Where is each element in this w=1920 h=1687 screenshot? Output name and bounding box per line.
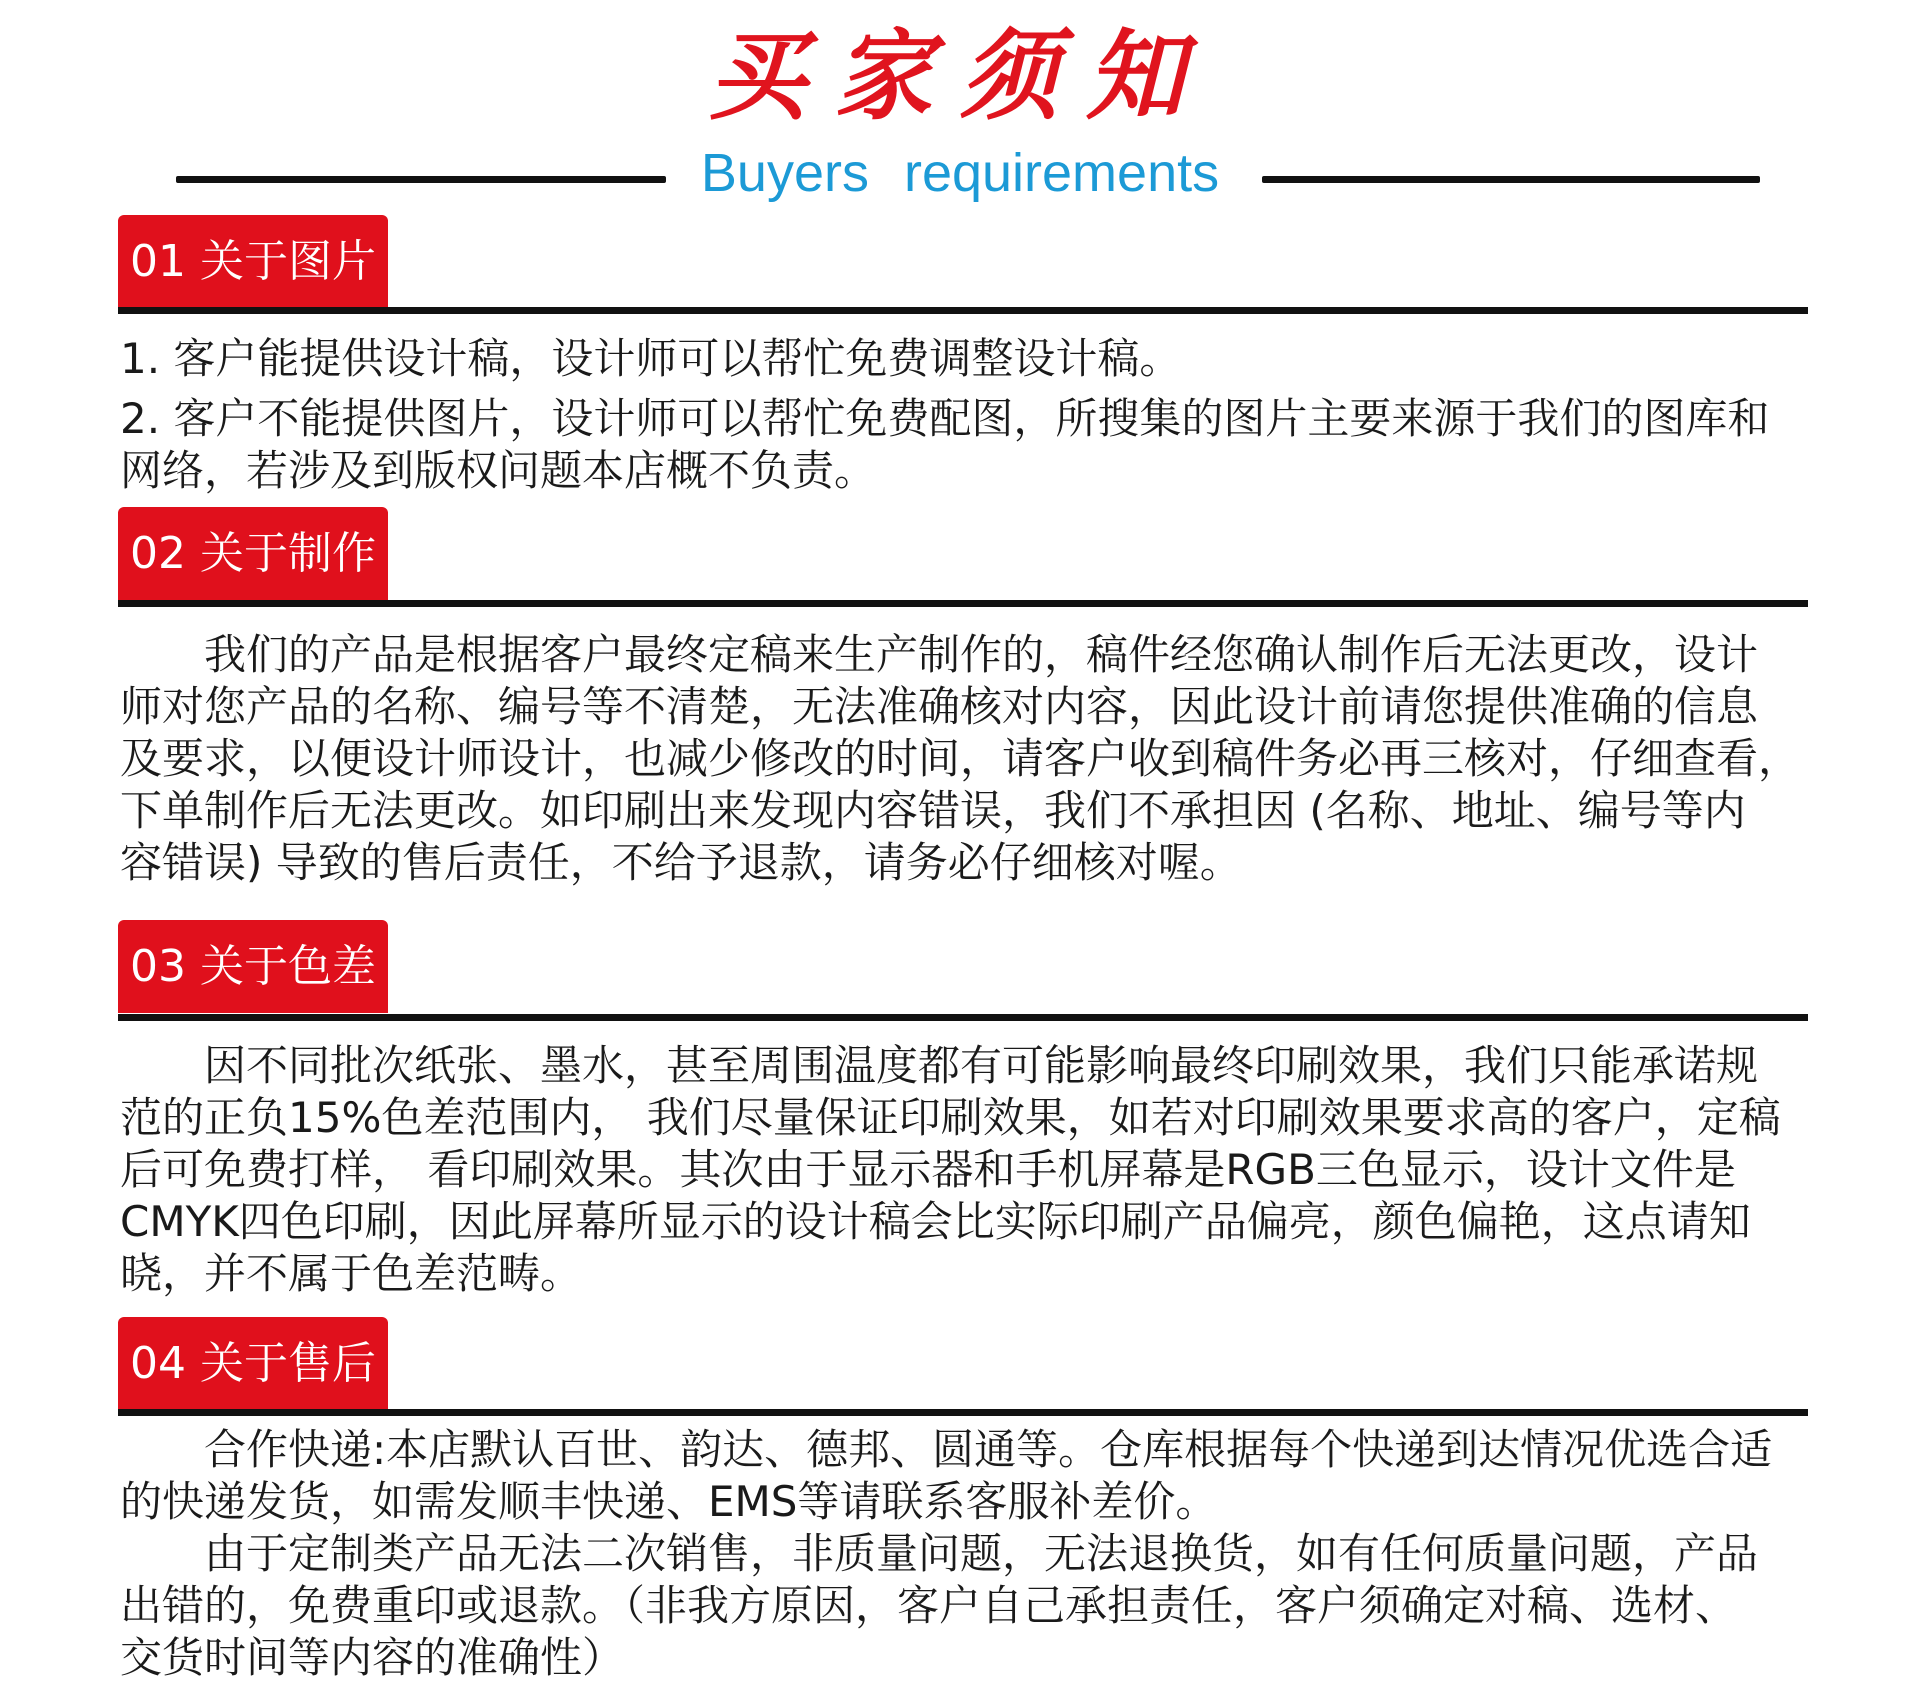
text-line: 2. 客户不能提供图片，设计师可以帮忙免费配图，所搜集的图片主要来源于我们的图库和 [120, 394, 1770, 443]
text-line: 网络，若涉及到版权问题本店概不负责。 [120, 446, 877, 495]
section-text-pictures [120, 333, 1769, 497]
text-line: 出错的，免费重印或退款。（非我方原因，客户自己承担责任，客户须确定对稿、选材、 [120, 1581, 1738, 1630]
section-label-production: 02 关于制作 [118, 507, 388, 600]
section-label-after-sales: 04 关于售后 [118, 1317, 388, 1410]
text-line: 容错误) 导致的售后责任，不给予退款，请务必仔细核对喔。 [120, 838, 1242, 887]
text-line: 及要求，以便设计师设计，也减少修改的时间，请客户收到稿件务必再三核对，仔细查看， [120, 734, 1801, 783]
page-subtitle: Buyers requirements [700, 143, 1220, 203]
text-line: 由于定制类产品无法二次销售，非质量问题，无法退换货，如有任何质量问题，产品 [120, 1529, 1759, 1578]
section-label-pictures: 01 关于图片 [118, 215, 388, 308]
text-line: 1. 客户能提供设计稿，设计师可以帮忙免费调整设计稿。 [120, 334, 1182, 383]
section-label-color-difference: 03 关于色差 [118, 920, 388, 1013]
section-text-after-sales [120, 1424, 1772, 1684]
section-text-color-difference [120, 1040, 1781, 1300]
text-line: 我们的产品是根据客户最终定稿来生产制作的，稿件经您确认制作后无法更改，设计 [120, 630, 1759, 679]
section-divider [118, 1014, 1808, 1021]
section-divider [118, 307, 1808, 314]
text-line: 的快递发货，如需发顺丰快递、EMS等请联系客服补差价。 [120, 1477, 1218, 1526]
text-line: 交货时间等内容的准确性） [120, 1633, 625, 1682]
page-title: 买家须知 [707, 19, 1212, 134]
text-line: 范的正负15%色差范围内， 我们尽量保证印刷效果，如若对印刷效果要求高的客户，定稿 [120, 1093, 1781, 1142]
text-line: 合作快递:本店默认百世、韵达、德邦、圆通等。仓库根据每个快递到达情况优选合适 [120, 1425, 1773, 1474]
title-divider-right [1262, 176, 1760, 183]
text-line: CMYK四色印刷，因此屏幕所显示的设计稿会比实际印刷产品偏亮，颜色偏艳，这点请知 [120, 1197, 1751, 1246]
section-divider [118, 600, 1808, 607]
text-line: 下单制作后无法更改。如印刷出来发现内容错误，我们不承担因 (名称、地址、编号等内 [120, 786, 1746, 835]
section-divider [118, 1409, 1808, 1416]
text-line: 师对您产品的名称、编号等不清楚，无法准确核对内容，因此设计前请您提供准确的信息 [120, 682, 1759, 731]
text-line: 后可免费打样， 看印刷效果。其次由于显示器和手机屏幕是RGB三色显示，设计文件是 [120, 1145, 1736, 1194]
text-line: 晓，并不属于色差范畴。 [120, 1249, 583, 1298]
section-text-production [120, 629, 1800, 889]
text-line: 因不同批次纸张、墨水，甚至周围温度都有可能影响最终印刷效果，我们只能承诺规 [120, 1041, 1759, 1090]
